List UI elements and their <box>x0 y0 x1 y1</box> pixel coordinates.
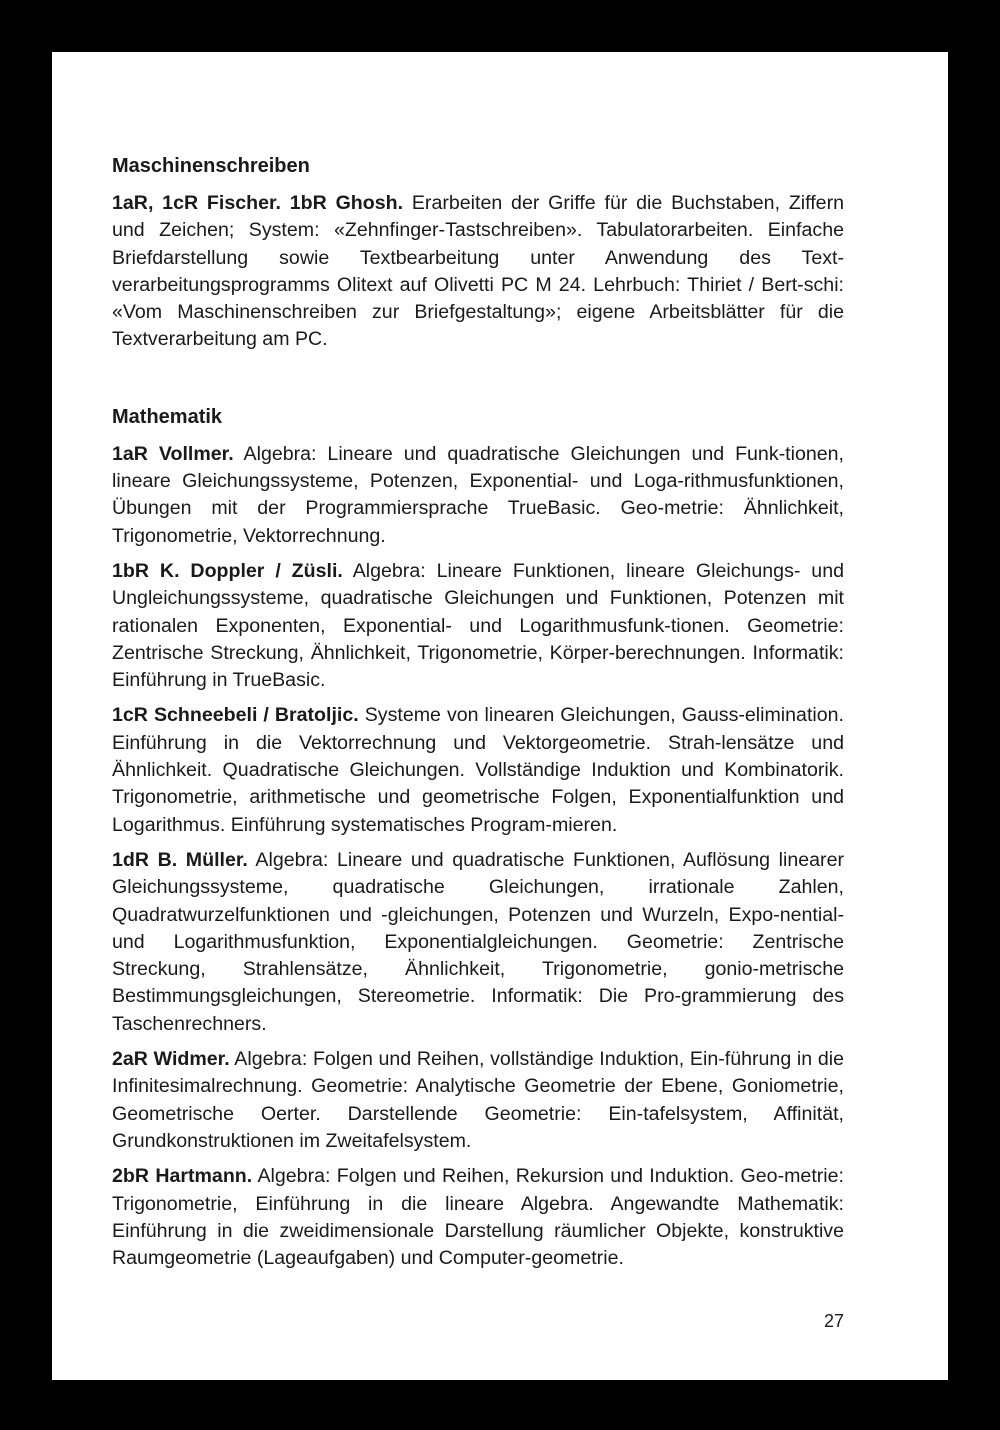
paragraph-mathematik-1cr <box>112 702 844 838</box>
paragraph-lead: 1dR B. Müller. <box>112 848 248 871</box>
paragraph-lead: 2aR Widmer. <box>112 1048 230 1071</box>
paragraph-text: Algebra: Lineare und quadratische Funktionen, Auflösung linearer Gleichungssysteme, quadratische Gleichungen, irrationale Zahlen, Quadratwurzelfunktionen und -gleichungen, Potenzen und Wurzeln, Expo-nential- und Logarithmusfunktion, Exponentialgleichungen. Geometrie: Zentrische Streckung, Strahlensätze, Ähnlichkeit, Trigonometrie, gonio-metrische Bestimmungsgleichungen, Stereometrie. Informatik: Die Pro-grammierung des Taschenrechners. <box>112 848 844 1035</box>
paragraph-mathematik-1ar <box>112 441 844 550</box>
paragraph-text: Algebra: Folgen und Reihen, Rekursion und Induktion. Geo-metrie: Trigonometrie, Einführung in die lineare Algebra. Angewandte Mathematik: Einführung in die zweidimensionale Darstellung räumlicher Objekte, konstruktive Raumgeometrie (Lageaufgaben) und Computer-geometrie. <box>112 1165 844 1270</box>
paragraph-maschinenschreiben-fischer-ghosh <box>112 190 844 354</box>
paragraph-mathematik-1br <box>112 558 844 694</box>
paragraph-mathematik-2ar <box>112 1046 844 1155</box>
paragraph-lead: 1aR Vollmer. <box>112 442 234 465</box>
page-content <box>112 152 844 1280</box>
paragraph-lead: 1cR Schneebeli / Bratoljic. <box>112 704 359 727</box>
section-title-maschinenschreiben: Maschinenschreiben <box>112 155 310 177</box>
paragraph-text: Systeme von linearen Gleichungen, Gauss-elimination. Einführung in die Vektorrechnung und Vektorgeometrie. Strah-lensätze und Ähnlichkeit. Quadratische Gleichungen. Vollständige Induktion und Kombinatorik. Trigonometrie, arithmetische und geometrische Folgen, Exponentialfunktion und Logarithmus. Einführung systematisches Program-mieren. <box>112 704 844 836</box>
paragraph-text: Algebra: Lineare und quadratische Gleichungen und Funk-tionen, lineare Gleichungssysteme, Potenzen, Exponential- und Loga-rithmusfunktionen, Übungen mit der Programmiersprache TrueBasic. Geo-metrie: Ähnlichkeit, Trigonometrie, Vektorrechnung. <box>112 442 844 547</box>
paragraph-text: Algebra: Folgen und Reihen, vollständige Induktion, Ein-führung in die Infinitesimalrechnung. Geometrie: Analytische Geometrie der Ebene, Goniometrie, Geometrische Oerter. Darstellende Geometrie: Ein-tafelsystem, Affinität, Grundkonstruktionen im Zweitafelsystem. <box>112 1048 844 1152</box>
paragraph-mathematik-1dr <box>112 847 844 1038</box>
section-title-mathematik: Mathematik <box>112 405 223 428</box>
section-spacer <box>112 362 844 403</box>
paragraph-mathematik-2br <box>112 1163 844 1272</box>
document-page <box>52 52 948 1380</box>
paragraph-text: Algebra: Lineare Funktionen, lineare Gleichungs- und Ungleichungssysteme, quadratische Gleichungen und Funktionen, Potenzen mit rationalen Exponenten, Exponential- und Logarithmusfunk-tionen. Geometrie: Zentrische Streckung, Ähnlichkeit, Trigonometrie, Körper-berechnungen. Informatik: Einführung in TrueBasic. <box>112 559 844 692</box>
page-number: 27 <box>823 1311 844 1331</box>
paragraph-lead: 1bR K. Doppler / Züsli. <box>112 559 343 582</box>
paragraph-lead: 1aR, 1cR Fischer. 1bR Ghosh. <box>112 192 404 214</box>
paragraph-text: Erarbeiten der Griffe für die Buchstaben, Ziffern und Zeichen; System: «Zehnfinger-Tastschreiben». Tabulatorarbeiten. Einfache Briefdarstellung sowie Textbearbeitung unter Anwendung des Text-verarbeitungsprogramms Olitext auf Olivetti PC M 24. Lehrbuch: Thiriet / Bert-schi: «Vom Maschinenschreiben zur Briefgestaltung»; eigene Arbeitsblätter für die Textverarbeitung am PC. <box>112 192 844 351</box>
paragraph-lead: 2bR Hartmann. <box>112 1165 253 1188</box>
